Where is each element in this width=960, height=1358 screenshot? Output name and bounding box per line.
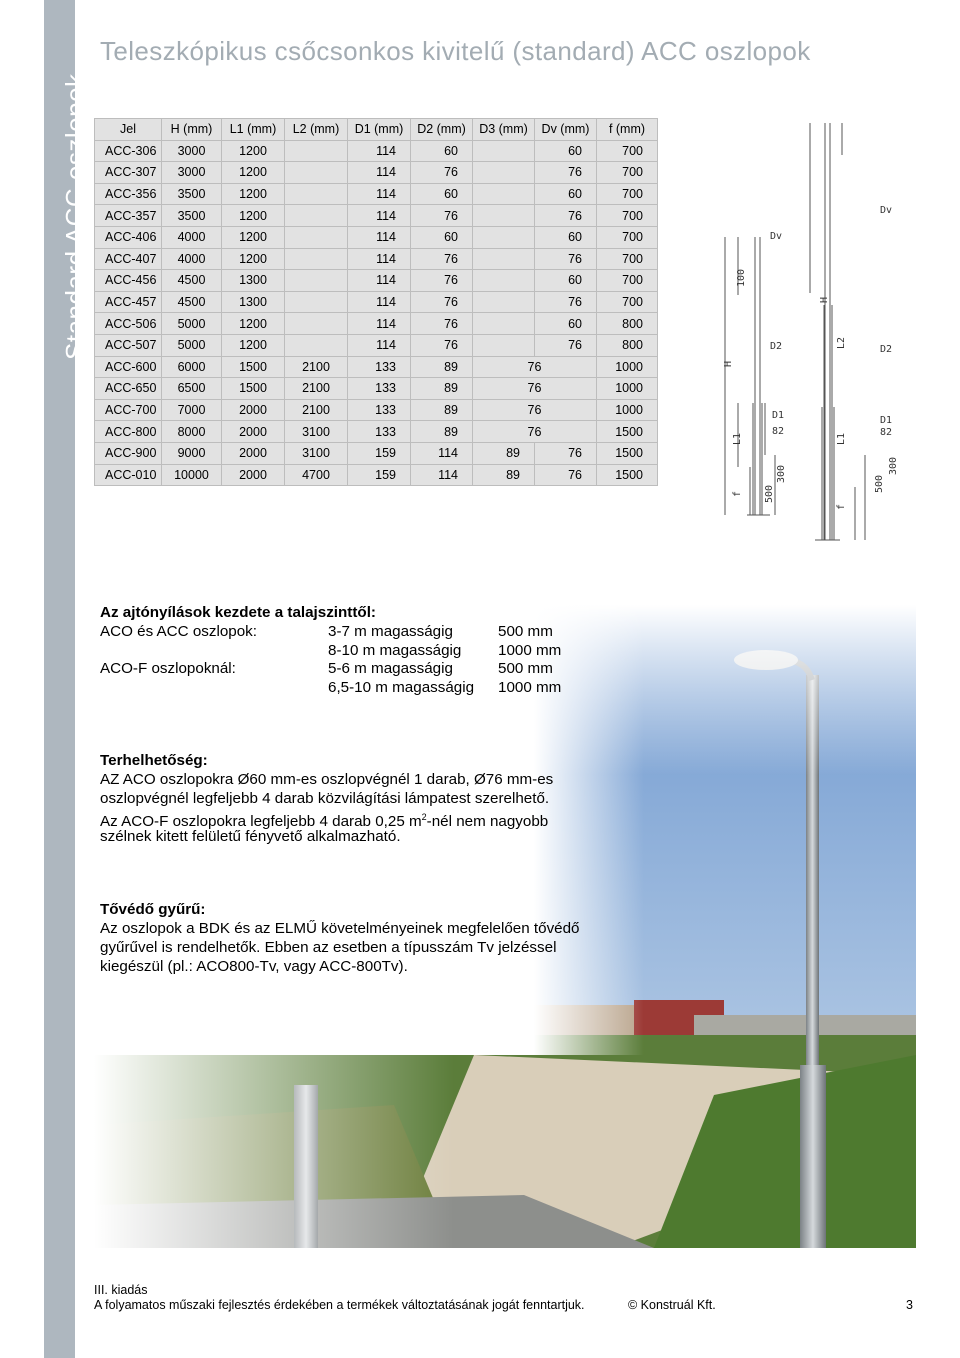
table-cell (473, 270, 535, 292)
table-body (95, 140, 658, 486)
table-cell (285, 140, 348, 162)
table-row (95, 291, 658, 313)
table-cell: ACC-456 (95, 270, 162, 292)
table-cell: 1500 (597, 464, 658, 486)
table-row (95, 442, 658, 464)
table-cell: 3100 (285, 421, 348, 443)
header-h: H (mm) (162, 119, 222, 141)
table-cell: 2100 (285, 399, 348, 421)
table-cell (473, 140, 535, 162)
table-cell: 133 (348, 399, 411, 421)
table-cell: ACC-406 (95, 226, 162, 248)
table-cell: 8000 (162, 421, 222, 443)
table-cell: 60 (535, 140, 597, 162)
load-line-3-sup: 2 (421, 812, 427, 822)
table-cell: 700 (597, 140, 658, 162)
diagram-left-d2: D2 (770, 341, 783, 352)
table-cell: 60 (535, 226, 597, 248)
diagram-right-d2: D2 (880, 344, 893, 355)
door-label-3: ACO-F oszlopoknál: (100, 660, 236, 677)
table-cell: 114 (348, 291, 411, 313)
table-cell: 4700 (285, 464, 348, 486)
table-cell: 76 (411, 270, 473, 292)
table-cell: 700 (597, 183, 658, 205)
table-cell: 114 (411, 464, 473, 486)
table-cell: 76 (535, 248, 597, 270)
table-cell: 76 (411, 162, 473, 184)
door-range-3: 5-6 m magasságig (328, 660, 453, 677)
table-cell: 89 (411, 399, 473, 421)
header-d2: D2 (mm) (411, 119, 473, 141)
table-cell: 114 (348, 140, 411, 162)
table-cell: 1200 (222, 226, 285, 248)
door-range-1: 3-7 m magasságig (328, 623, 453, 640)
table-cell: 114 (348, 183, 411, 205)
table-cell: 76 (535, 162, 597, 184)
table-cell: 9000 (162, 442, 222, 464)
table-cell: 76 (473, 421, 597, 443)
diagram-left-l1: L1 (732, 432, 743, 445)
header-jel: Jel (95, 119, 162, 141)
table-cell: 800 (597, 334, 658, 356)
table-cell: 76 (535, 464, 597, 486)
table-cell: ACC-457 (95, 291, 162, 313)
table-cell (473, 226, 535, 248)
load-line-3a: Az ACO-F oszlopokra legfeljebb 4 darab 0,25 m (100, 813, 422, 831)
spec-table (94, 118, 658, 486)
table-cell: ACC-306 (95, 140, 162, 162)
table-cell: 89 (473, 442, 535, 464)
table-cell: 60 (411, 183, 473, 205)
pole-dimension-diagram (720, 115, 920, 545)
footer-page-number: 3 (906, 1298, 913, 1312)
table-cell: 114 (411, 442, 473, 464)
table-cell (285, 270, 348, 292)
table-cell: 1300 (222, 270, 285, 292)
table-cell: ACC-650 (95, 378, 162, 400)
table-cell: ACC-307 (95, 162, 162, 184)
table-cell: 1500 (222, 378, 285, 400)
diagram-left-h: H (723, 360, 734, 367)
table-cell: 76 (535, 291, 597, 313)
header-l1: L1 (mm) (222, 119, 285, 141)
footer-edition: III. kiadás (94, 1283, 148, 1297)
table-cell: 89 (473, 464, 535, 486)
table-cell: 89 (411, 378, 473, 400)
table-cell: 60 (535, 313, 597, 335)
table-cell: 4000 (162, 226, 222, 248)
table-cell: 2100 (285, 356, 348, 378)
table-cell: 1000 (597, 378, 658, 400)
diagram-right-h: H (819, 296, 830, 303)
table-cell: 76 (473, 356, 597, 378)
table-cell: 1000 (597, 399, 658, 421)
header-d3: D3 (mm) (473, 119, 535, 141)
table-cell: 6000 (162, 356, 222, 378)
table-cell: 133 (348, 421, 411, 443)
table-cell: 114 (348, 205, 411, 227)
table-cell: 700 (597, 226, 658, 248)
table-cell: 3500 (162, 205, 222, 227)
table-cell: 700 (597, 291, 658, 313)
table-cell (473, 313, 535, 335)
table-cell: ACC-506 (95, 313, 162, 335)
table-cell (285, 226, 348, 248)
table-cell (473, 205, 535, 227)
diagram-right-82: 82 (880, 427, 893, 438)
table-cell: 4500 (162, 291, 222, 313)
table-cell: 76 (473, 378, 597, 400)
table-cell: 5000 (162, 313, 222, 335)
door-range-4: 6,5-10 m magasságig (328, 679, 475, 696)
table-cell: 1500 (597, 421, 658, 443)
diagram-right-l1: L1 (836, 432, 847, 445)
table-cell: 700 (597, 205, 658, 227)
table-cell: 4500 (162, 270, 222, 292)
table-row (95, 334, 658, 356)
page-title: Teleszkópikus csőcsonkos kivitelű (standard) ACC oszlopok (100, 36, 811, 66)
table-cell: 76 (535, 334, 597, 356)
table-cell: 60 (535, 270, 597, 292)
table-cell: 133 (348, 378, 411, 400)
diagram-right-500: 500 (874, 474, 885, 493)
table-row (95, 464, 658, 486)
table-cell: 89 (411, 356, 473, 378)
table-cell (285, 162, 348, 184)
table-cell: 114 (348, 270, 411, 292)
table-row (95, 378, 658, 400)
table-cell: 60 (411, 226, 473, 248)
door-range-2: 8-10 m magasságig (328, 642, 462, 659)
table-cell: 2100 (285, 378, 348, 400)
table-cell: 76 (535, 205, 597, 227)
table-cell: 114 (348, 226, 411, 248)
table-cell: 76 (411, 205, 473, 227)
table-cell: 5000 (162, 334, 222, 356)
footer-company: © Konstruál Kft. (628, 1298, 716, 1312)
table-cell: 10000 (162, 464, 222, 486)
table-cell (473, 162, 535, 184)
table-cell: 76 (411, 334, 473, 356)
table-cell: 60 (535, 183, 597, 205)
table-cell (473, 248, 535, 270)
ring-heading: Tővédő gyűrű: (100, 901, 206, 918)
table-header-row (95, 119, 658, 141)
table-cell: 2000 (222, 464, 285, 486)
table-cell: 114 (348, 334, 411, 356)
table-cell: 114 (348, 313, 411, 335)
table-cell: 700 (597, 270, 658, 292)
table-row (95, 162, 658, 184)
footer-note: A folyamatos műszaki fejlesztés érdekében a termékek változtatásának jogát fenntartjuk. (94, 1298, 585, 1312)
diagram-left-d1: D1 (772, 410, 785, 421)
door-value-2: 1000 mm (498, 642, 562, 659)
diagram-right-dv: Dv (880, 205, 893, 216)
diagram-left-82: 82 (772, 426, 785, 437)
table-cell: ACC-357 (95, 205, 162, 227)
ring-line-1: Az oszlopok a BDK és az ELMŰ követelményeinek megfelelően tővédő (100, 920, 580, 937)
table-cell: ACC-800 (95, 421, 162, 443)
diagram-right-300: 300 (888, 456, 899, 475)
diagram-left-dv: Dv (770, 231, 783, 242)
table-cell: 3000 (162, 140, 222, 162)
header-f: f (mm) (597, 119, 658, 141)
table-cell: 60 (411, 140, 473, 162)
table-cell: 159 (348, 464, 411, 486)
table-cell: 1200 (222, 205, 285, 227)
header-l2: L2 (mm) (285, 119, 348, 141)
side-label: Standard ACC oszlopok (60, 73, 90, 360)
table-cell: 76 (535, 442, 597, 464)
table-cell: 76 (411, 291, 473, 313)
table-cell: ACC-900 (95, 442, 162, 464)
table-cell: 6500 (162, 378, 222, 400)
table-cell: 2000 (222, 399, 285, 421)
table-cell (473, 334, 535, 356)
table-cell: 1200 (222, 334, 285, 356)
table-cell: 1000 (597, 356, 658, 378)
diagram-left-100: 100 (736, 268, 747, 287)
table-row (95, 356, 658, 378)
load-line-2: oszlopvégnél legfeljebb 4 darab közvilágítási lámpatest szerelhető. (100, 790, 550, 807)
table-cell: 800 (597, 313, 658, 335)
diagram-right-d1: D1 (880, 415, 893, 426)
table-row (95, 248, 658, 270)
table-cell: 114 (348, 248, 411, 270)
table-cell: 3000 (162, 162, 222, 184)
table-cell: ACC-507 (95, 334, 162, 356)
table-cell: ACC-600 (95, 356, 162, 378)
load-heading: Terhelhetőség: (100, 752, 208, 769)
diagram-left-300: 300 (776, 464, 787, 483)
ring-line-2: gyűrűvel is rendelhetők. Ebben az esetben a típusszám Tv jelzéssel (100, 939, 557, 956)
door-label-1: ACO és ACC oszlopok: (100, 623, 257, 640)
table-cell: 1500 (222, 356, 285, 378)
table-cell (473, 183, 535, 205)
table-cell: 1200 (222, 183, 285, 205)
table-cell: 1200 (222, 313, 285, 335)
header-d1: D1 (mm) (348, 119, 411, 141)
table-cell (285, 183, 348, 205)
diagram-left-500: 500 (764, 484, 775, 503)
table-cell: 1200 (222, 162, 285, 184)
table-cell: ACC-407 (95, 248, 162, 270)
header-dv: Dv (mm) (535, 119, 597, 141)
table-cell: 89 (411, 421, 473, 443)
diagram-right-f: f (836, 503, 847, 510)
table-row (95, 205, 658, 227)
diagram-left-f: f (732, 490, 743, 497)
door-value-4: 1000 mm (498, 679, 562, 696)
table-cell: ACC-356 (95, 183, 162, 205)
table-cell: ACC-700 (95, 399, 162, 421)
door-value-1: 500 mm (498, 623, 553, 640)
table-row (95, 313, 658, 335)
table-cell: 76 (473, 399, 597, 421)
table-cell: 7000 (162, 399, 222, 421)
table-cell: 1200 (222, 248, 285, 270)
table-cell: 76 (411, 313, 473, 335)
table-cell (285, 291, 348, 313)
table-cell: 159 (348, 442, 411, 464)
table-cell (473, 291, 535, 313)
table-cell: 2000 (222, 421, 285, 443)
table-cell: 700 (597, 162, 658, 184)
door-heading: Az ajtónyílások kezdete a talajszinttől: (100, 604, 376, 621)
load-line-1: AZ ACO oszlopokra Ø60 mm-es oszlopvégnél 1 darab, Ø76 mm-es (100, 771, 554, 788)
table-cell: 133 (348, 356, 411, 378)
load-line-4: szélnek kitett felületű fényvető alkalmazható. (100, 828, 401, 845)
table-cell: ACC-010 (95, 464, 162, 486)
table-row (95, 140, 658, 162)
table-cell (285, 205, 348, 227)
table-row (95, 226, 658, 248)
table-cell: 4000 (162, 248, 222, 270)
table-cell: 76 (411, 248, 473, 270)
table-cell: 3100 (285, 442, 348, 464)
table-cell: 700 (597, 248, 658, 270)
diagram-right-l2: L2 (836, 336, 847, 349)
table-cell: 1500 (597, 442, 658, 464)
table-row (95, 399, 658, 421)
ring-line-3: kiegészül (pl.: ACO800-Tv, vagy ACC-800Tv). (100, 958, 408, 975)
table-cell: 2000 (222, 442, 285, 464)
table-cell: 3500 (162, 183, 222, 205)
door-value-3: 500 mm (498, 660, 553, 677)
table-row (95, 183, 658, 205)
table-cell: 1300 (222, 291, 285, 313)
table-row (95, 270, 658, 292)
table-cell (285, 334, 348, 356)
table-cell: 1200 (222, 140, 285, 162)
table-cell: 114 (348, 162, 411, 184)
table-row (95, 421, 658, 443)
table-cell (285, 248, 348, 270)
table-cell (285, 313, 348, 335)
load-line-3b: -nél nem nagyobb (426, 813, 549, 831)
